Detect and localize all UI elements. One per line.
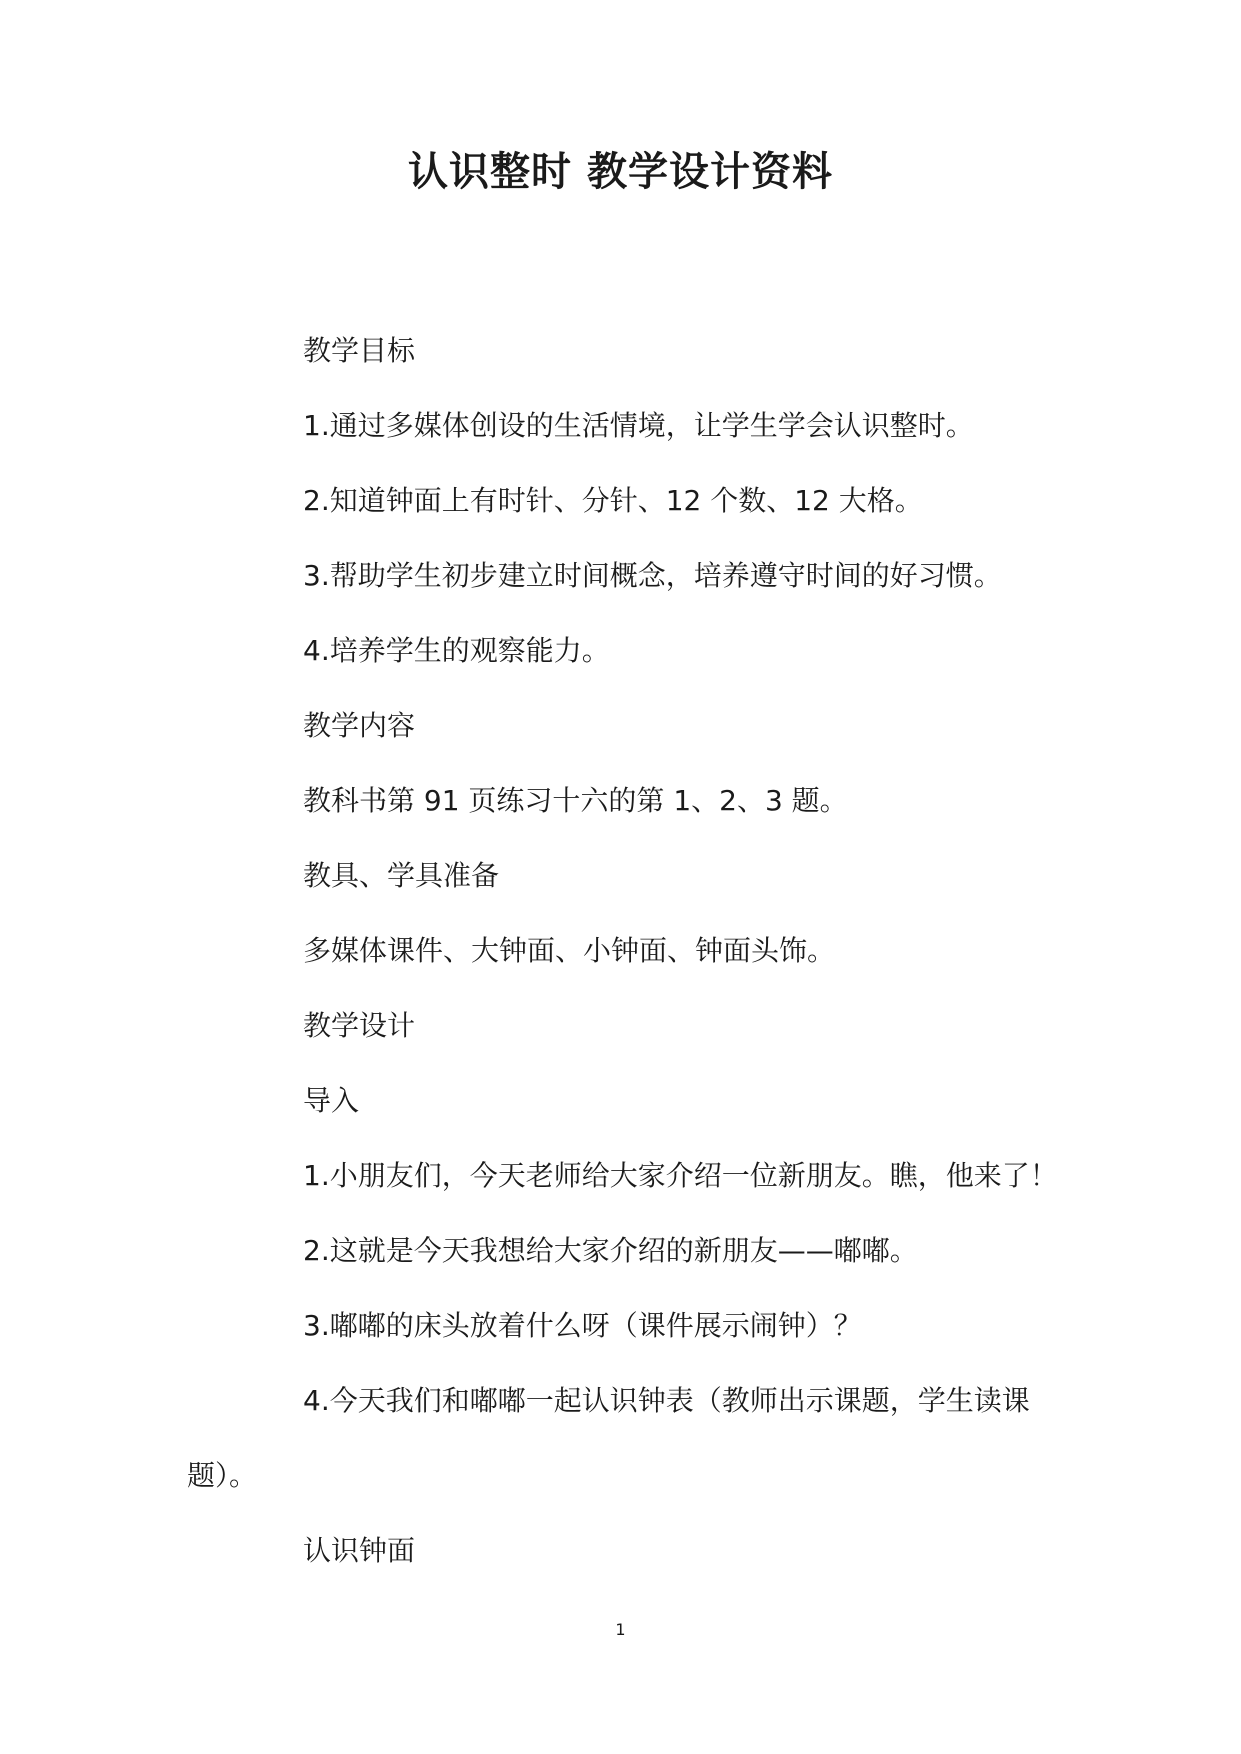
paragraph: 2.这就是今天我想给大家介绍的新朋友——嘟嘟。	[303, 1234, 918, 1267]
paragraph-line: 4.今天我们和嘟嘟一起认识钟表（教师出示课题，学生读课	[303, 1384, 1030, 1417]
paragraph: 4.培养学生的观察能力。	[303, 634, 610, 667]
section-heading-intro: 导入	[303, 1084, 360, 1117]
section-heading-clock-face: 认识钟面	[303, 1534, 416, 1567]
paragraph: 2.知道钟面上有时针、分针、12 个数、12 大格。	[303, 484, 923, 517]
section-heading-content: 教学内容	[303, 709, 416, 742]
section-heading-objectives: 教学目标	[303, 334, 416, 367]
document-title: 认识整时 教学设计资料	[408, 149, 833, 195]
paragraph: 3.嘟嘟的床头放着什么呀（课件展示闹钟）？	[303, 1309, 862, 1342]
paragraph-line: 题）。	[187, 1459, 258, 1492]
paragraph: 1.通过多媒体创设的生活情境，让学生学会认识整时。	[303, 409, 974, 442]
paragraph-wrapped	[187, 1381, 1047, 1496]
section-heading-materials: 教具、学具准备	[303, 859, 500, 892]
paragraph: 多媒体课件、大钟面、小钟面、钟面头饰。	[303, 934, 836, 967]
section-heading-design: 教学设计	[303, 1009, 416, 1042]
paragraph: 教科书第 91 页练习十六的第 1、2、3 题。	[303, 784, 848, 817]
paragraph: 1.小朋友们，今天老师给大家介绍一位新朋友。瞧，他来了！	[303, 1159, 1058, 1192]
page-number: 1	[615, 1620, 626, 1639]
paragraph: 3.帮助学生初步建立时间概念，培养遵守时间的好习惯。	[303, 559, 1002, 592]
